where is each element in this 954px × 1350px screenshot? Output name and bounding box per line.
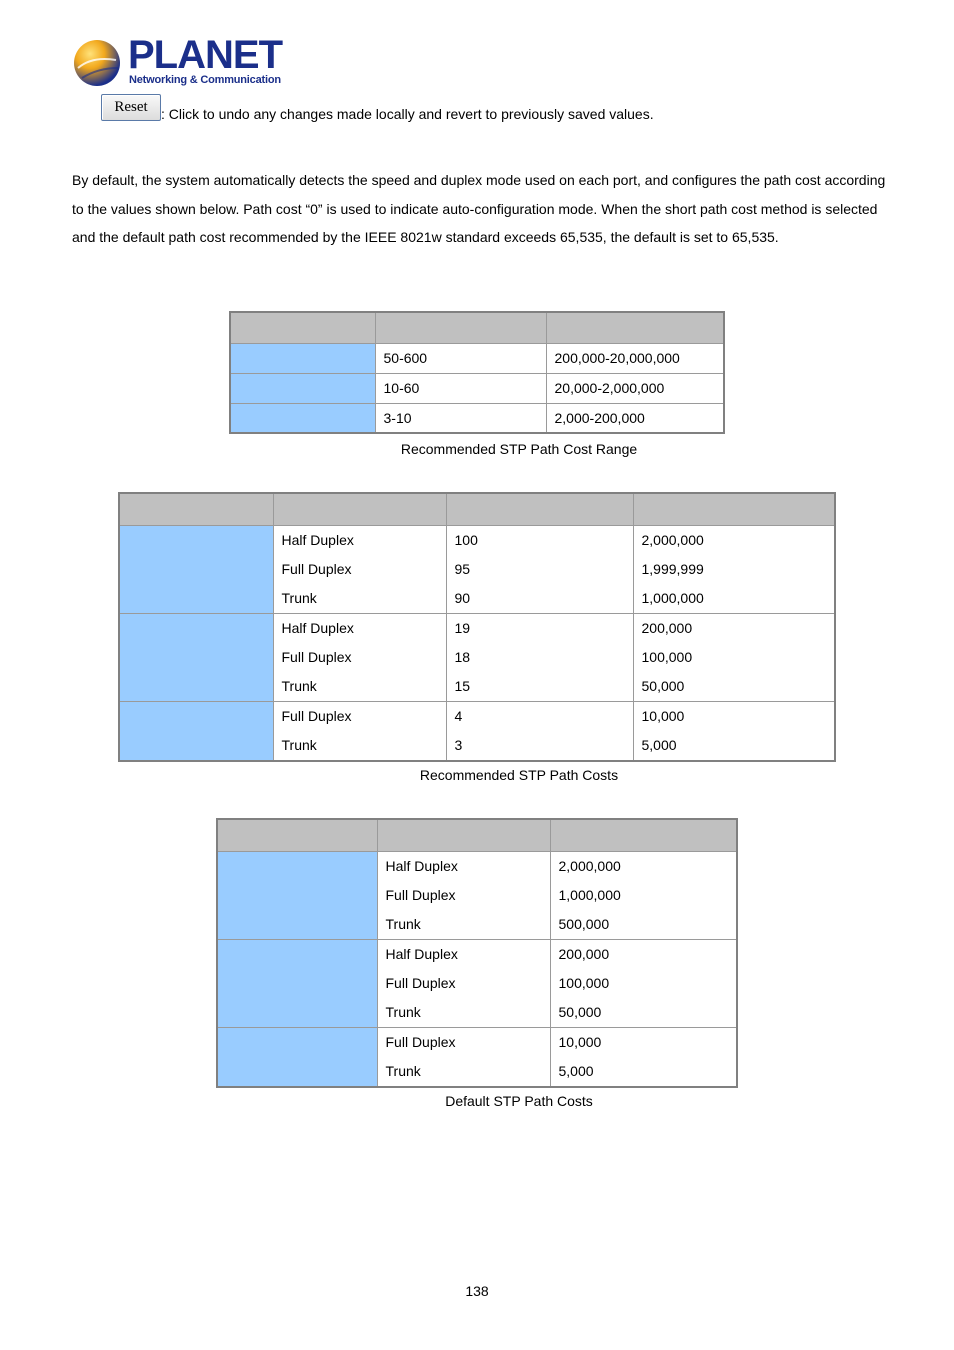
table-header-cell bbox=[230, 312, 375, 343]
cost-value: 100,000 bbox=[641, 648, 693, 665]
cost-value: 4 bbox=[454, 707, 463, 724]
duplex-label: Trunk bbox=[385, 915, 421, 932]
cost-value: 1,000,000 bbox=[641, 589, 704, 606]
duplex-label: Trunk bbox=[281, 589, 317, 606]
table-cell bbox=[119, 525, 273, 613]
cost-value: 200,000 bbox=[558, 945, 610, 962]
cost-value: 19 bbox=[454, 619, 471, 636]
page-number: 138 bbox=[465, 1283, 489, 1299]
path-cost-range-table bbox=[229, 311, 725, 434]
table-cell: 2,000-200,000 bbox=[546, 403, 724, 433]
table2-caption: Recommended STP Path Costs bbox=[419, 767, 619, 783]
cost-value: 90 bbox=[454, 589, 471, 606]
globe-icon bbox=[72, 38, 122, 88]
reset-button[interactable]: Reset bbox=[101, 94, 161, 121]
recommended-path-costs-table bbox=[118, 492, 836, 762]
table-row bbox=[119, 525, 835, 613]
cost-value: 100,000 bbox=[558, 974, 610, 991]
table-cell bbox=[377, 939, 550, 1027]
table-cell bbox=[217, 851, 377, 939]
table-cell bbox=[377, 1027, 550, 1087]
table-cell bbox=[230, 343, 375, 373]
table-cell bbox=[550, 939, 737, 1027]
table-cell bbox=[633, 613, 835, 701]
duplex-label: Trunk bbox=[281, 677, 317, 694]
table-header-cell bbox=[546, 312, 724, 343]
cost-value: 10,000 bbox=[641, 707, 685, 724]
table-row bbox=[217, 939, 737, 1027]
table-cell bbox=[217, 1027, 377, 1087]
cost-value: 18 bbox=[454, 648, 471, 665]
cost-value: 1,000,000 bbox=[558, 886, 621, 903]
cost-value: 5,000 bbox=[641, 736, 677, 753]
table-cell bbox=[217, 939, 377, 1027]
table-cell: 3-10 bbox=[375, 403, 546, 433]
table-header-cell bbox=[446, 493, 633, 525]
table-header-cell bbox=[633, 493, 835, 525]
table1-caption: Recommended STP Path Cost Range bbox=[400, 441, 638, 457]
duplex-label: Half Duplex bbox=[281, 531, 354, 548]
duplex-label: Full Duplex bbox=[281, 648, 352, 665]
reset-description: : Click to undo any changes made locally and revert to previously saved values. bbox=[161, 106, 654, 122]
cost-value: 3 bbox=[454, 736, 463, 753]
duplex-label: Trunk bbox=[281, 736, 317, 753]
cost-value: 100 bbox=[454, 531, 478, 548]
table-cell bbox=[230, 403, 375, 433]
duplex-label: Full Duplex bbox=[281, 560, 352, 577]
table-header-cell bbox=[377, 819, 550, 851]
table-header-cell bbox=[273, 493, 446, 525]
table-row bbox=[230, 403, 724, 433]
duplex-label: Full Duplex bbox=[385, 1033, 456, 1050]
duplex-label: Half Duplex bbox=[385, 945, 458, 962]
cost-value: 2,000,000 bbox=[641, 531, 704, 548]
table-header-cell bbox=[217, 819, 377, 851]
table-header-cell bbox=[375, 312, 546, 343]
table-row bbox=[217, 1027, 737, 1087]
table3-caption: Default STP Path Costs bbox=[445, 1093, 593, 1109]
table-cell bbox=[273, 613, 446, 701]
path-cost-paragraph: By default, the system automatically detects the speed and duplex mode used on each port, and configures the path cost according to the values shown below. Path cost “0” is used to indicate auto-configuration mode. When the short path cost method is selected and the default path cost recommended by the IEEE 8021w standard exceeds 65,535, the default is set to 65,535. bbox=[72, 172, 886, 246]
table-cell: 20,000-2,000,000 bbox=[546, 373, 724, 403]
table-row bbox=[119, 613, 835, 701]
logo-tagline: Networking & Communication bbox=[129, 74, 281, 86]
table-row bbox=[230, 373, 724, 403]
table-cell bbox=[273, 701, 446, 761]
table-cell bbox=[119, 701, 273, 761]
cost-value: 50,000 bbox=[558, 1003, 602, 1020]
cost-value: 1,999,999 bbox=[641, 560, 704, 577]
table-cell bbox=[446, 525, 633, 613]
table-cell bbox=[633, 525, 835, 613]
table-cell bbox=[550, 851, 737, 939]
cost-value: 95 bbox=[454, 560, 471, 577]
duplex-label: Trunk bbox=[385, 1062, 421, 1079]
cost-value: 50,000 bbox=[641, 677, 685, 694]
duplex-label: Full Duplex bbox=[281, 707, 352, 724]
table-cell bbox=[633, 701, 835, 761]
cost-value: 5,000 bbox=[558, 1062, 594, 1079]
table-cell: 200,000-20,000,000 bbox=[546, 343, 724, 373]
default-path-costs-table bbox=[216, 818, 738, 1088]
cost-value: 15 bbox=[454, 677, 471, 694]
duplex-label: Full Duplex bbox=[385, 886, 456, 903]
cost-value: 2,000,000 bbox=[558, 857, 621, 874]
table-cell bbox=[273, 525, 446, 613]
cost-value: 500,000 bbox=[558, 915, 610, 932]
table-cell bbox=[446, 613, 633, 701]
table-cell: 10-60 bbox=[375, 373, 546, 403]
table-header-cell bbox=[550, 819, 737, 851]
table-cell bbox=[377, 851, 550, 939]
table-row bbox=[217, 851, 737, 939]
cost-value: 200,000 bbox=[641, 619, 693, 636]
table-row bbox=[230, 343, 724, 373]
duplex-label: Full Duplex bbox=[385, 974, 456, 991]
table-header-cell bbox=[119, 493, 273, 525]
table-cell bbox=[230, 373, 375, 403]
table-cell bbox=[446, 701, 633, 761]
duplex-label: Half Duplex bbox=[281, 619, 354, 636]
table-row bbox=[119, 701, 835, 761]
table-cell bbox=[119, 613, 273, 701]
planet-logo bbox=[72, 33, 282, 92]
cost-value: 10,000 bbox=[558, 1033, 602, 1050]
duplex-label: Trunk bbox=[385, 1003, 421, 1020]
table-cell bbox=[550, 1027, 737, 1087]
duplex-label: Half Duplex bbox=[385, 857, 458, 874]
logo-wordmark: PLANET bbox=[128, 33, 282, 77]
table-cell: 50-600 bbox=[375, 343, 546, 373]
